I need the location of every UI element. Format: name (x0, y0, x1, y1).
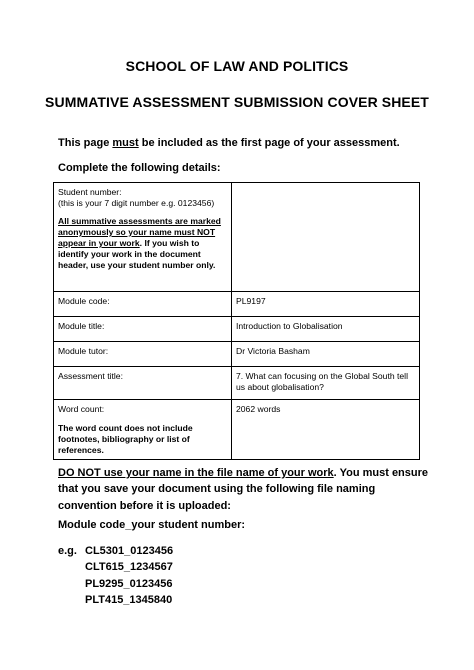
details-form-table (53, 182, 420, 460)
row-student-number (54, 183, 420, 292)
anonymity-note-underlined: All summative assessments are marked anonymously so your name must NOT appear in your work (58, 216, 221, 248)
example-file-name: CL5301_0123456 (85, 545, 174, 557)
module-tutor-label: Module tutor: (54, 342, 232, 367)
instruction-prefix: This page (58, 137, 113, 149)
school-heading: SCHOOL OF LAW AND POLITICS (125, 58, 349, 74)
file-name-warning-underlined: DO NOT use your name in the file name of your work (58, 467, 334, 479)
cover-sheet-title: SUMMATIVE ASSESSMENT SUBMISSION COVER SHEET (45, 94, 429, 110)
complete-details-heading: Complete the following details: (58, 162, 221, 174)
student-number-field[interactable] (232, 183, 420, 292)
first-page-instruction (58, 136, 428, 152)
example-file-name: PLT415_1345840 (85, 593, 173, 606)
row-module-code (54, 292, 420, 317)
row-module-tutor (54, 342, 420, 367)
file-name-warning (58, 465, 430, 514)
anonymity-note (58, 216, 227, 271)
module-title-field[interactable]: Introduction to Globalisation (232, 317, 420, 342)
student-number-hint: (this is your 7 digit number e.g. 0123456) (58, 198, 215, 208)
word-count-field[interactable]: 2062 words (232, 400, 420, 460)
module-code-label: Module code: (54, 292, 232, 317)
row-module-title (54, 317, 420, 342)
module-tutor-field[interactable]: Dr Victoria Basham (232, 342, 420, 367)
row-word-count (54, 400, 420, 460)
module-title-label: Module title: (54, 317, 232, 342)
word-count-label-cell (54, 400, 232, 460)
examples-label: e.g. (58, 545, 77, 557)
example-file-name: PL9295_0123456 (85, 577, 173, 590)
examples-list (85, 543, 173, 608)
example-file-name: CLT615_1234567 (85, 561, 173, 574)
file-name-warning-rest: . You must ensure that you save your document using the following file naming convention before it is uploaded: (58, 467, 429, 512)
instruction-emphasis: must (112, 137, 139, 149)
student-number-label: Student number: (58, 187, 122, 197)
naming-convention: Module code_your student number: (58, 519, 246, 531)
assessment-title-field[interactable]: 7. What can focusing on the Global South tell us about globalisation? (232, 367, 420, 400)
student-number-label-cell (54, 183, 232, 292)
word-count-note: The word count does not include footnotes, bibliography or list of references. (58, 423, 193, 455)
row-assessment-title (54, 367, 420, 400)
instruction-suffix: be included as the first page of your assessment. (138, 137, 400, 149)
module-code-field[interactable]: PL9197 (232, 292, 420, 317)
anonymity-note-rest: . If you wish to identify your work in the document header, use your student number only. (58, 238, 216, 270)
word-count-label: Word count: (58, 404, 105, 414)
assessment-title-label: Assessment title: (54, 367, 232, 400)
